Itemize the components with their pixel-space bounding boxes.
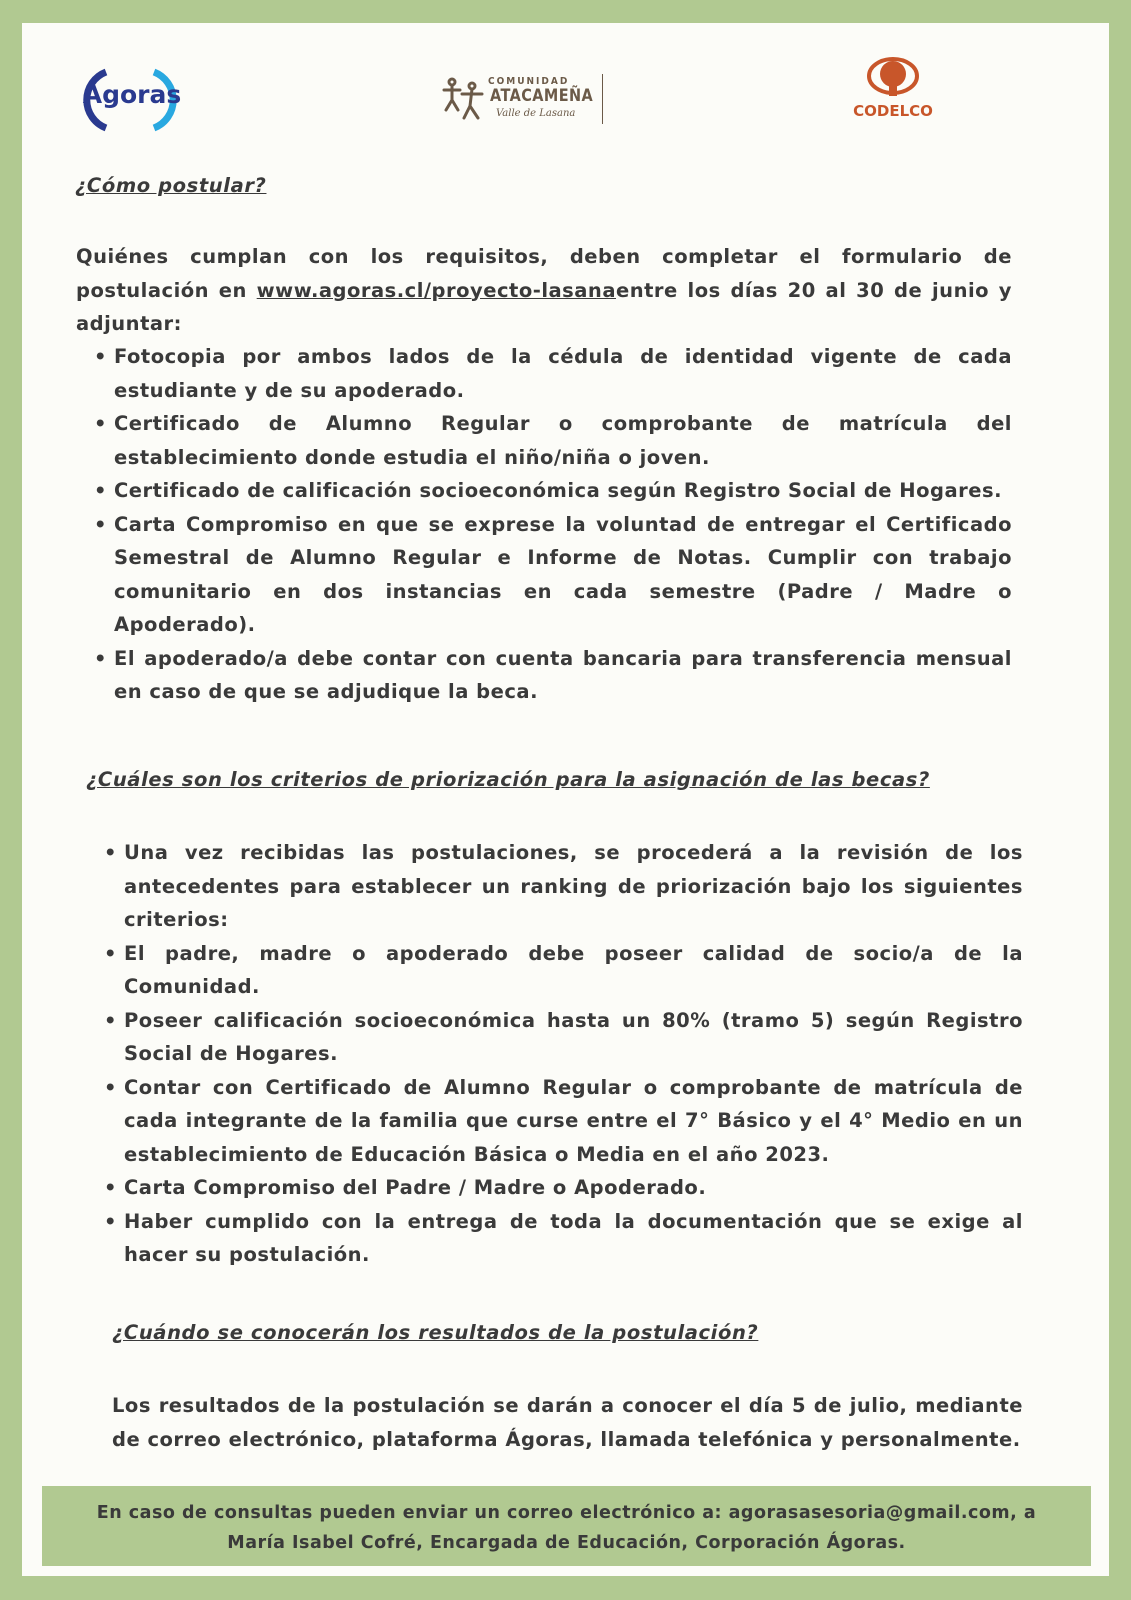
bullet-icon: • bbox=[104, 1176, 117, 1199]
bullet-icon: • bbox=[94, 345, 107, 368]
list-item bbox=[86, 836, 1023, 937]
footer-line-2: María Isabel Cofré, Encargada de Educación, Corporación Ágoras. bbox=[227, 1533, 906, 1553]
atacamena-logo-divider bbox=[602, 74, 603, 124]
list-item bbox=[86, 1071, 1023, 1172]
petroglyph-figures-icon bbox=[440, 72, 490, 130]
list-item-text: El padre, madre o apoderado debe poseer calidad de socio/a de la Comunidad. bbox=[124, 941, 1023, 998]
requirements-list bbox=[76, 340, 1012, 709]
bullet-icon: • bbox=[104, 1008, 117, 1032]
section-heading-como-postular: ¿Cómo postular? bbox=[75, 174, 267, 197]
atacamena-logo bbox=[440, 72, 606, 130]
list-item bbox=[86, 1004, 1023, 1071]
bullet-icon: • bbox=[94, 479, 107, 502]
criteria-list bbox=[86, 836, 1023, 1272]
section-heading-resultados: ¿Cuándo se conocerán los resultados de la postulación? bbox=[112, 1321, 759, 1344]
list-item-text: Poseer calificación socioeconómica hasta un 80% (tramo 5) según Registro Social de Hogares. bbox=[124, 1008, 1023, 1065]
codelco-logo-text: CODELCO bbox=[853, 102, 933, 120]
agoras-logo bbox=[66, 66, 194, 134]
bullet-icon: • bbox=[104, 1075, 117, 1099]
list-item bbox=[86, 1171, 1023, 1205]
contact-footer bbox=[42, 1486, 1091, 1566]
list-item-text: Una vez recibidas las postulaciones, se procederá a la revisión de los antecedentes para establecer un ranking de priorización bajo los siguientes criterios: bbox=[124, 841, 1023, 931]
list-item-text: Carta Compromiso en que se exprese la voluntad de entregar el Certificado Semestral de Alumno Regular e Informe de Notas. Cumplir con trabajo comunitario en dos instancias en cada semestre (Padre / Madre o Apoderado). bbox=[114, 512, 1012, 636]
list-item-text: Haber cumplido con la entrega de toda la documentación que se exige al hacer su postulación. bbox=[124, 1209, 1023, 1266]
codelco-logo bbox=[838, 56, 948, 124]
footer-text bbox=[42, 1498, 1091, 1558]
section1-intro bbox=[76, 240, 1012, 341]
bullet-icon: • bbox=[104, 1209, 117, 1233]
footer-line-1: En caso de consultas pueden enviar un correo electrónico a: agorasasesoria@gmail.com, a bbox=[96, 1503, 1037, 1523]
atacamena-logo-sub: Valle de Lasana bbox=[496, 108, 576, 119]
list-item bbox=[76, 474, 1012, 508]
bullet-icon: • bbox=[94, 512, 107, 536]
bullet-icon: • bbox=[104, 841, 117, 864]
atacamena-logo-top: COMUNIDAD bbox=[488, 76, 570, 87]
atacamena-logo-main: ATACAMEÑA bbox=[490, 86, 594, 106]
list-item bbox=[86, 937, 1023, 1004]
list-item-text: Certificado de calificación socioeconómica según Registro Social de Hogares. bbox=[114, 479, 1002, 502]
section-heading-criterios: ¿Cuáles son los criterios de priorización para la asignación de las becas? bbox=[86, 768, 930, 791]
list-item-text: Contar con Certificado de Alumno Regular o comprobante de matrícula de cada integrante de la familia que curse entre el 7° Básico y el 4° Medio en un establecimiento de Educación Básica o Media en el año 2023. bbox=[124, 1075, 1023, 1166]
list-item-text: Certificado de Alumno Regular o comprobante de matrícula del establecimiento donde estudia el niño/niña o joven. bbox=[114, 412, 1012, 469]
list-item bbox=[76, 508, 1012, 642]
list-item bbox=[76, 407, 1012, 474]
codelco-emblem-icon bbox=[838, 56, 948, 100]
bullet-icon: • bbox=[94, 646, 107, 670]
list-item bbox=[76, 642, 1012, 709]
agoras-logo-text: Ágoras bbox=[82, 80, 182, 109]
section1-intro-end: entre los días 20 al 30 de junio y adjuntar: bbox=[76, 278, 1013, 335]
agoras-project-link[interactable]: www.agoras.cl/proyecto-lasana bbox=[256, 278, 616, 302]
list-item-text: Carta Compromiso del Padre / Madre o Apoderado. bbox=[124, 1176, 707, 1199]
section1-intro-start: Quiénes cumplan con los requisitos, deben completar el formulario de postulación en bbox=[76, 245, 1012, 302]
list-item bbox=[76, 340, 1012, 407]
section3-body: Los resultados de la postulación se darán a conocer el día 5 de julio, mediante de correo electrónico, plataforma Ágoras, llamada telefónica y personalmente. bbox=[112, 1394, 1023, 1451]
list-item bbox=[86, 1205, 1023, 1272]
bullet-icon: • bbox=[104, 941, 117, 965]
bullet-icon: • bbox=[94, 412, 107, 435]
list-item-text: Fotocopia por ambos lados de la cédula de identidad vigente de cada estudiante y de su apoderado. bbox=[114, 345, 1012, 402]
list-item-text: El apoderado/a debe contar con cuenta bancaria para transferencia mensual en caso de que se adjudique la beca. bbox=[114, 646, 1012, 703]
